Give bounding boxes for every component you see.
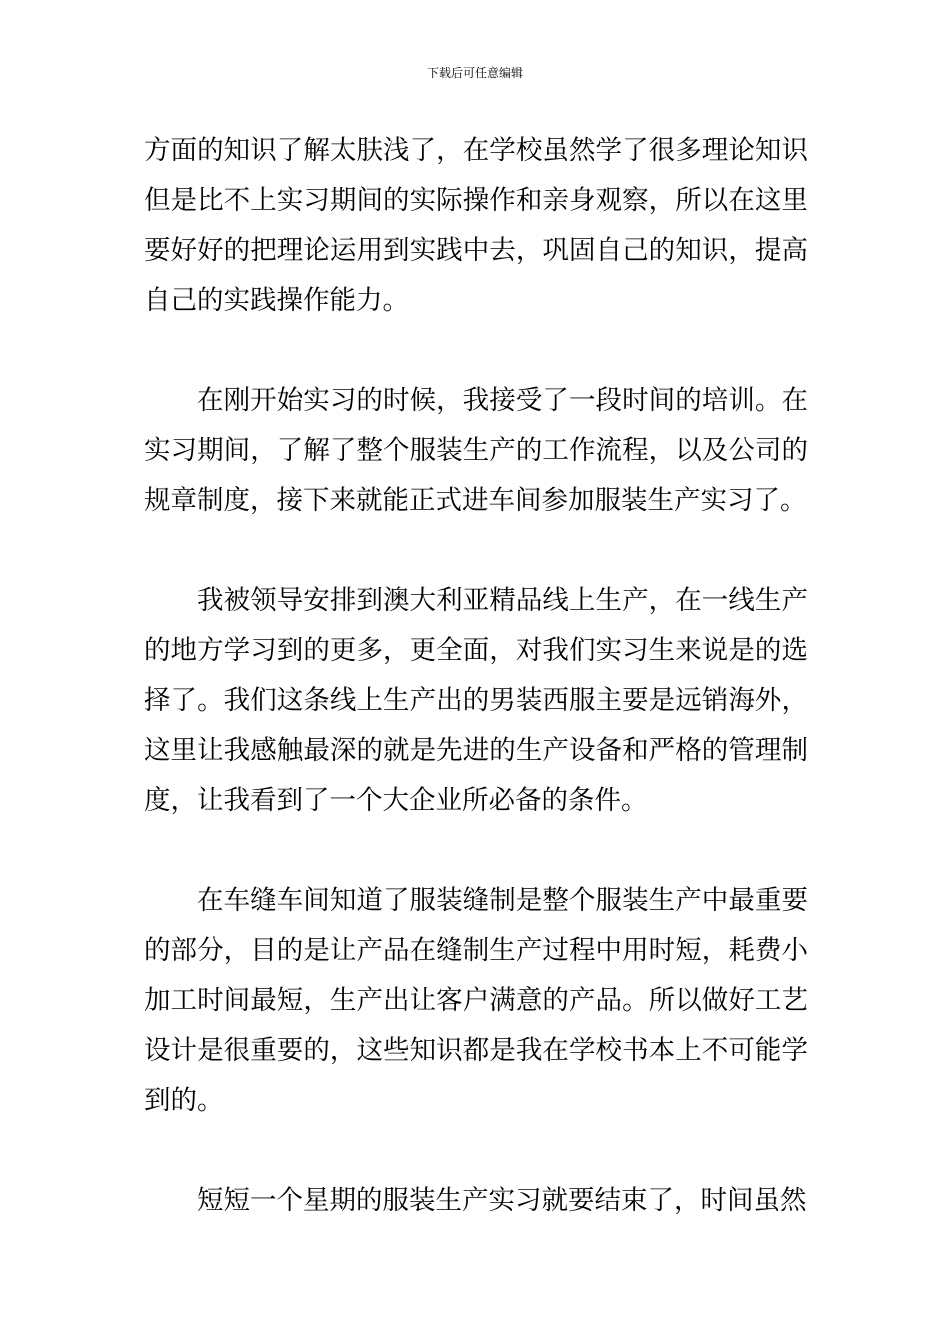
paragraph-line: 在刚开始实习的时候，我接受了一段时间的培训。在 <box>197 385 808 416</box>
paragraph-line: 设计是很重要的，这些知识都是我在学校书本上不可能学 <box>144 1035 808 1066</box>
paragraph-line: 要好好的把理论运用到实践中去，巩固自己的知识，提高 <box>144 235 808 266</box>
paragraph-line: 择了。我们这条线上生产出的男装西服主要是远销海外， <box>144 685 808 716</box>
paragraph-line: 到的。 <box>144 1085 224 1116</box>
page-header-note: 下载后可任意编辑 <box>426 66 523 80</box>
paragraph-1 <box>144 126 808 326</box>
paragraph-line: 规章制度，接下来就能正式进车间参加服装生产实习了。 <box>144 485 807 516</box>
paragraph-line: 的部分，目的是让产品在缝制生产过程中用时短，耗费小 <box>144 935 808 966</box>
paragraph-2 <box>144 376 808 526</box>
paragraph-5 <box>144 1176 808 1226</box>
paragraph-4 <box>144 876 808 1126</box>
paragraph-line: 方面的知识了解太肤浅了，在学校虽然学了很多理论知识 <box>144 135 808 166</box>
paragraph-line: 实习期间，了解了整个服装生产的工作流程，以及公司的 <box>144 435 808 466</box>
paragraph-line: 短短一个星期的服装生产实习就要结束了，时间虽然 <box>197 1185 807 1216</box>
paragraph-line: 在车缝车间知道了服装缝制是整个服装生产中最重要 <box>197 885 808 916</box>
paragraph-line: 度，让我看到了一个大企业所必备的条件。 <box>144 785 648 816</box>
document-body <box>144 126 808 1276</box>
paragraph-3 <box>144 576 808 826</box>
paragraph-line: 但是比不上实习期间的实际操作和亲身观察，所以在这里 <box>144 185 808 216</box>
paragraph-line: 的地方学习到的更多，更全面，对我们实习生来说是的选 <box>144 635 808 666</box>
paragraph-line: 这里让我感触最深的就是先进的生产设备和严格的管理制 <box>144 735 808 766</box>
paragraph-line: 自己的实践操作能力。 <box>144 285 409 316</box>
paragraph-line: 加工时间最短，生产出让客户满意的产品。所以做好工艺 <box>144 985 808 1016</box>
paragraph-line: 我被领导安排到澳大利亚精品线上生产，在一线生产 <box>197 585 808 616</box>
